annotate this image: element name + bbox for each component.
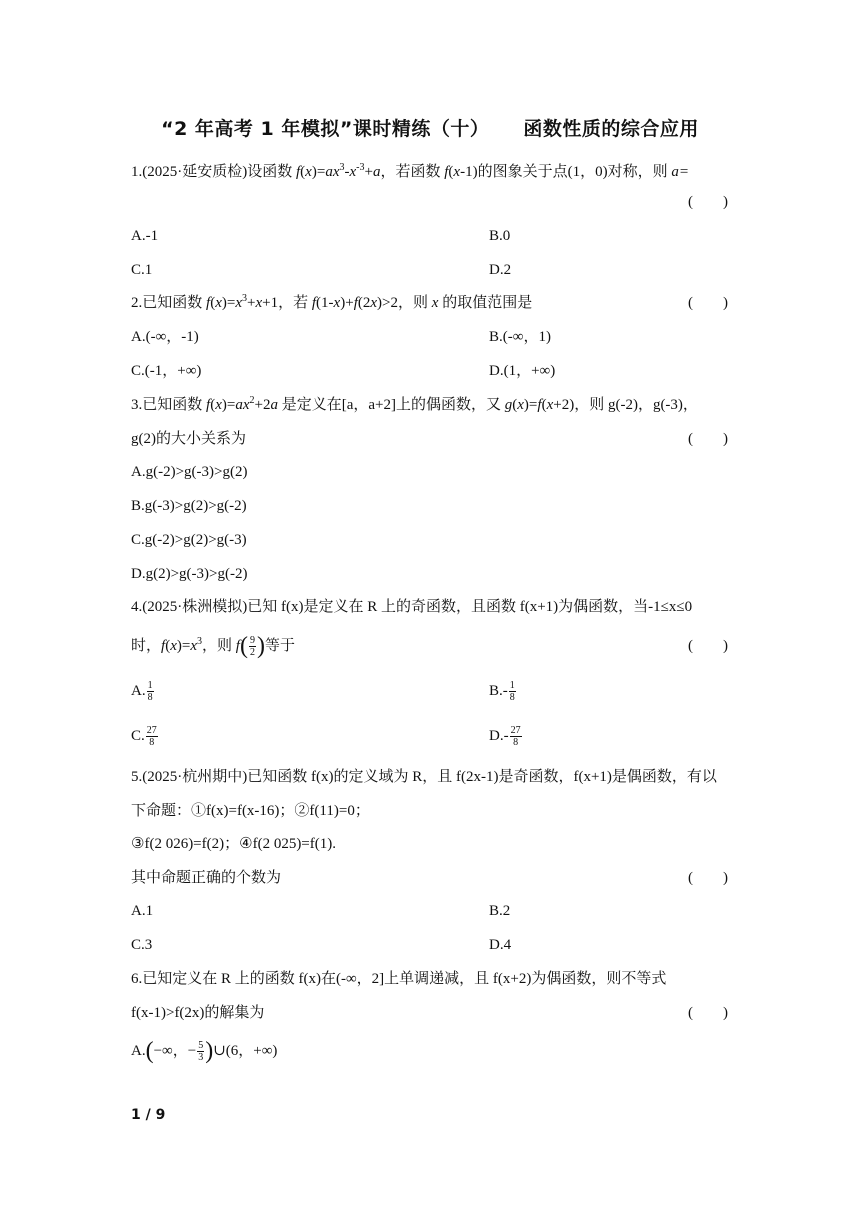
answer-blank: ( ) [688, 638, 728, 654]
option-b: B.- $\frac{1}{8}$ [489, 680, 515, 703]
option-a: A.-1 [131, 228, 159, 244]
answer-blank: ( ) [688, 870, 728, 886]
question-5-stem: 5.(2025·杭州期中)已知函数 f(x)的定义域为 R，且 f(2x-1)是奇函数，f(x+1)是偶函数，有以 [131, 769, 717, 785]
option-c: C.1 [131, 262, 153, 278]
option-a: A.(-∞，-1) [131, 329, 199, 345]
question-5-stem-line3: ③f(2 026)=f(2)；④f(2 025)=f(1). [131, 836, 337, 852]
option-a: A.1 [131, 903, 154, 919]
title-topic: 函数性质的综合应用 [523, 118, 699, 140]
question-5-stem-line4: 其中命题正确的个数为 [131, 870, 282, 886]
option-a: A. $\frac{1}{8}$ [131, 680, 153, 703]
answer-blank: ( ) [688, 1005, 728, 1021]
option-b: B.0 [489, 228, 511, 244]
option-c: C.3 [131, 937, 153, 953]
option-c: C. $\frac{27}{8}$ [131, 725, 157, 748]
question-6-stem: 6.已知定义在 R 上的函数 f(x)在(-∞，2]上单调递减，且 f(x+2)为偶函数，则不等式 [131, 971, 667, 987]
title-main: “2 年高考 1 年模拟”课时精练（十） [161, 118, 490, 140]
option-a: A.g(-2)>g(-3)>g(2) [131, 464, 248, 480]
option-b: B.(-∞，1) [489, 329, 551, 345]
answer-blank: ( ) [688, 295, 728, 311]
question-3-stem: 3.已知函数 $f(x)=ax^2+2a$ 是定义在[a，a+2]上的偶函数，又 g(x)=f(x+2)，则 g(-2)，g(-3)， [131, 395, 698, 413]
answer-blank: ( ) [688, 431, 728, 447]
question-3-stem-line2: g(2)的大小关系为 [131, 431, 246, 447]
option-d: D.2 [489, 262, 512, 278]
question-4-stem-line2: 时，$f(x)=x^3$，则 f( $\frac{9}{2}$ )等于 [131, 632, 295, 659]
option-c: C.(-1，+∞) [131, 363, 202, 379]
option-b: B.2 [489, 903, 511, 919]
question-5-stem-line2: 下命题：①f(x)=f(x-16)；②f(11)=0； [131, 803, 370, 819]
question-2-stem: 2.已知函数 $f(x)=x^3+x+1$，若 f(1-x)+f(2x)>2，则 x 的取值范围是 [131, 293, 533, 311]
question-1-stem: 1.(2025·延安质检)设函数 $f(x)=ax^3-x^{-3}+a$，若函数 f(x-1)的图象关于点(1，0)对称，则 a= [131, 162, 689, 180]
option-d: D.g(2)>g(-3)>g(-2) [131, 566, 248, 582]
option-d: D.- $\frac{27}{8}$ [489, 725, 521, 748]
option-d: D.4 [489, 937, 512, 953]
question-6-stem-line2: f(x-1)>f(2x)的解集为 [131, 1005, 265, 1021]
answer-blank: ( ) [688, 194, 728, 210]
page-number: 1 / 9 [131, 1107, 166, 1123]
page-title [0, 114, 860, 141]
question-4-stem: 4.(2025·株洲模拟)已知 f(x)是定义在 R 上的奇函数，且函数 f(x+1)为偶函数，当-1≤x≤0 [131, 599, 693, 615]
option-c: C.g(-2)>g(2)>g(-3) [131, 532, 247, 548]
option-d: D.(1，+∞) [489, 363, 556, 379]
option-a: A.(−∞，− $\frac{5}{3}$ )∪(6，+∞) [131, 1037, 278, 1064]
option-b: B.g(-3)>g(2)>g(-2) [131, 498, 247, 514]
